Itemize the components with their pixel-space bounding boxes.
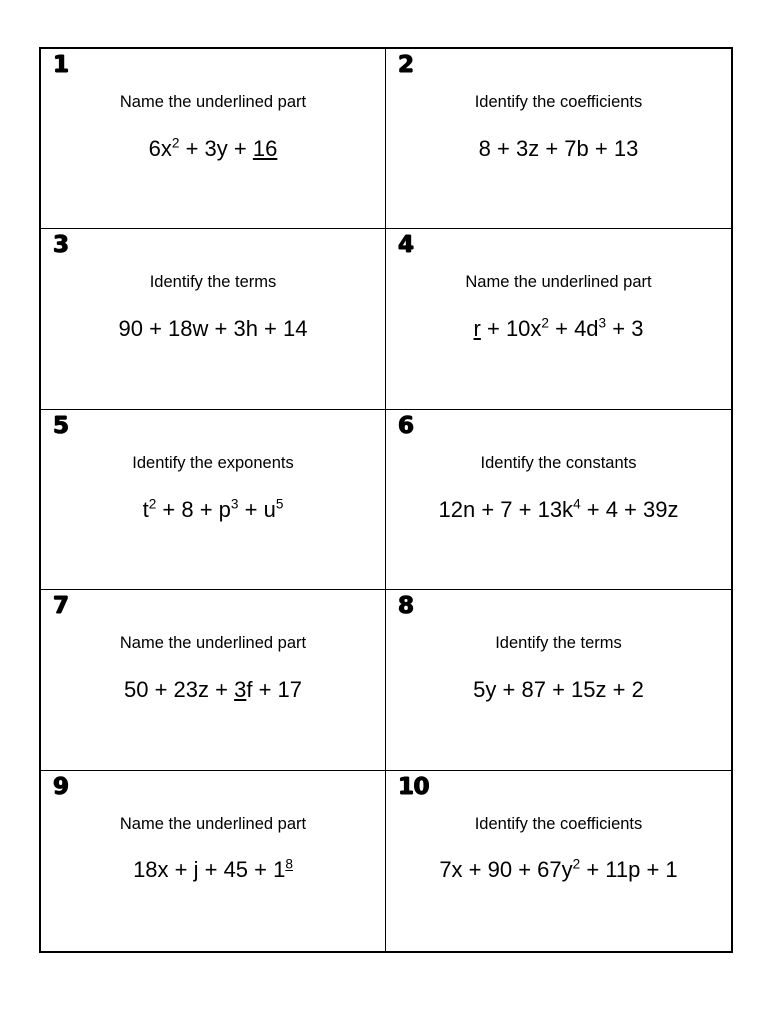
- card-number: 10: [398, 773, 430, 800]
- card-prompt: Identify the constants: [480, 453, 637, 472]
- card-prompt: Identify the coefficients: [474, 93, 643, 111]
- card-number: 5: [53, 412, 69, 439]
- card-prompt: Identify the coefficients: [474, 814, 643, 833]
- card-prompt: Identify the terms: [149, 273, 277, 292]
- task-card-3: [41, 229, 386, 409]
- task-card-6: [386, 410, 731, 590]
- card-prompt: Name the underlined part: [465, 273, 652, 292]
- card-number: 9: [53, 773, 69, 800]
- card-expression: 50 + 23z + 3f + 17: [124, 676, 302, 702]
- task-card-1: [41, 49, 386, 229]
- card-expression: $7x + 90 + 67y^2 + 11p + 1$: [439, 857, 678, 883]
- task-card-grid: [39, 47, 733, 953]
- card-expression: $18x + j + 45 + 1^8$: [133, 857, 293, 883]
- card-number: 7: [53, 593, 69, 620]
- card-expression: 90 + 18w + 3h + 14: [118, 316, 308, 342]
- card-expression: 5y + 87 + 15z + 2: [473, 676, 644, 702]
- card-number: 2: [398, 52, 414, 78]
- card-expression: $r + 10x^2 + 4d^3 + 3$: [473, 315, 644, 342]
- card-prompt: Name the underlined part: [119, 634, 307, 653]
- task-card-10: [386, 771, 731, 951]
- card-prompt: Identify the terms: [495, 634, 622, 653]
- card-prompt: Name the underlined part: [119, 814, 307, 833]
- card-number: 1: [53, 52, 69, 78]
- card-number: 6: [398, 412, 414, 439]
- card-prompt: Name the underlined part: [119, 93, 307, 111]
- task-card-7: [41, 590, 386, 770]
- card-expression: $6x^2 + 3y + 16$: [148, 135, 278, 161]
- task-card-2: [386, 49, 731, 229]
- card-expression: $12n + 7 + 13k^4 + 4 + 39z$: [438, 496, 679, 522]
- card-expression: 8 + 3z + 7b + 13: [478, 135, 639, 161]
- task-card-4: [386, 229, 731, 409]
- card-number: 3: [53, 232, 69, 259]
- task-card-8: [386, 590, 731, 770]
- card-number: 4: [398, 232, 414, 259]
- task-card-9: [41, 771, 386, 951]
- card-expression: $t^2 + 8 + p^3 + u^5$: [142, 496, 284, 522]
- card-number: 8: [398, 593, 414, 620]
- card-prompt: Identify the exponents: [132, 453, 294, 472]
- task-card-5: [41, 410, 386, 590]
